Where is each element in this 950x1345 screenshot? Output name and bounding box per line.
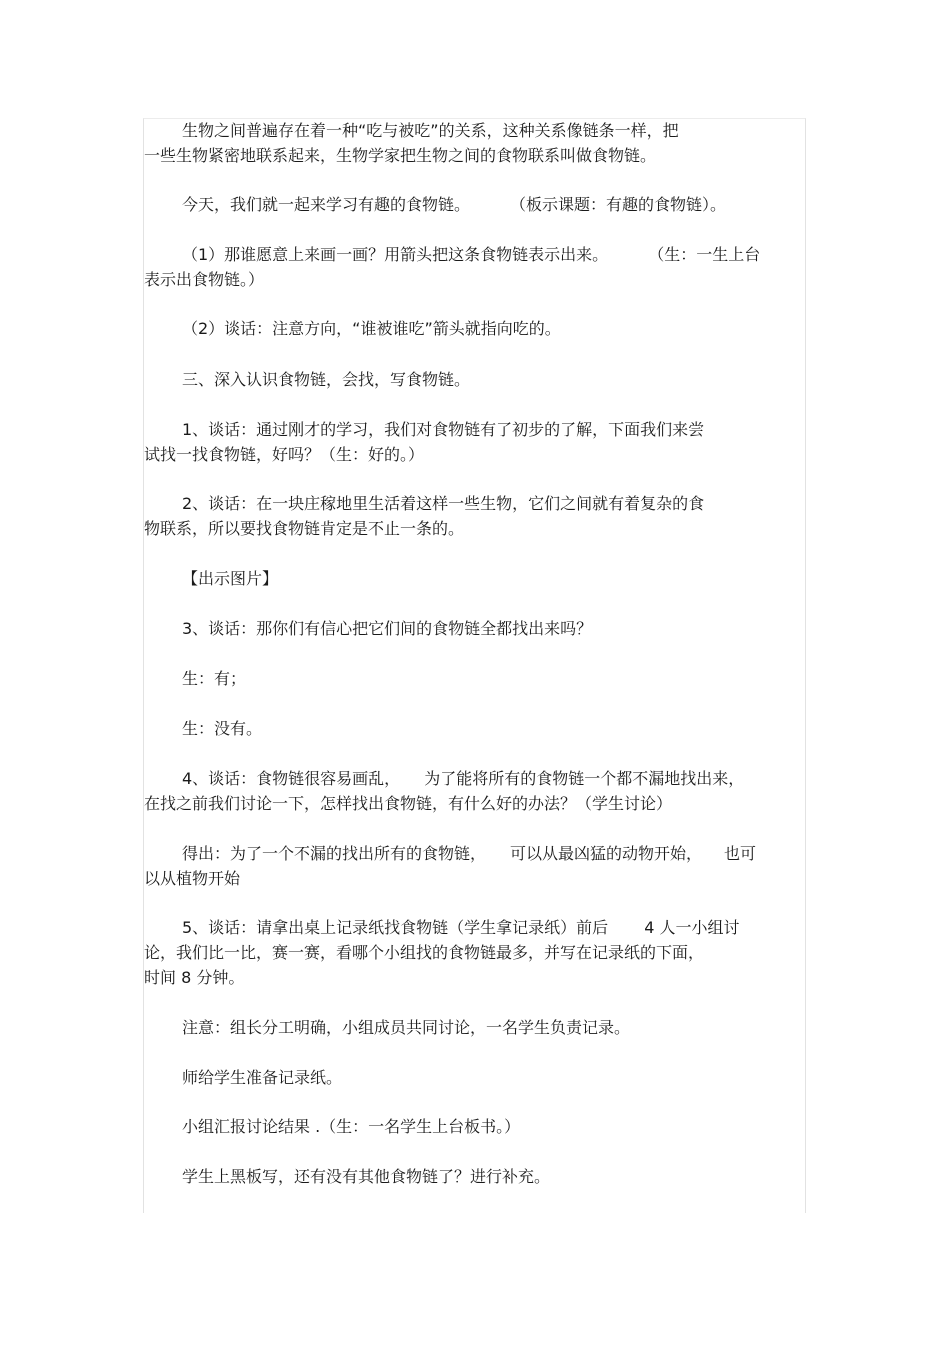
text-segment: 也可 bbox=[724, 844, 757, 863]
paragraph-step-1 bbox=[144, 242, 806, 292]
text-line: 三、深入认识食物链，会找，写食物链。 bbox=[182, 370, 471, 389]
text-segment: （1）那谁愿意上来画一画？用箭头把这条食物链表示出来。 bbox=[182, 245, 609, 264]
text-line: 生：没有。 bbox=[182, 719, 263, 738]
text-line: 试找一找食物链，好吗？（生：好的。） bbox=[144, 445, 425, 464]
text-line: 注意：组长分工明确，小组成员共同讨论，一名学生负责记录。 bbox=[182, 1018, 631, 1037]
text-segment: 5、谈话：请拿出桌上记录纸找食物链（学生拿记录纸）前后 bbox=[182, 918, 609, 937]
text-line: 论，我们比一比，赛一赛，看哪个小组找的食物链最多，并写在记录纸的下面， bbox=[144, 943, 705, 962]
text-line: 在找之前我们讨论一下，怎样找出食物链，有什么好的办法？（学生讨论） bbox=[144, 794, 673, 813]
text-segment: （板示课题：有趣的食物链）。 bbox=[510, 195, 727, 214]
paragraph-intro bbox=[144, 118, 806, 168]
text-line: 表示出食物链。） bbox=[144, 270, 265, 289]
paragraph-group-report bbox=[144, 1114, 806, 1139]
paragraph-talk-2 bbox=[144, 491, 806, 541]
text-line: 以从植物开始 bbox=[144, 869, 241, 888]
text-line: 2、谈话：在一块庄稼地里生活着这样一些生物，它们之间就有着复杂的食 bbox=[182, 494, 705, 513]
paragraph-talk-4 bbox=[144, 766, 806, 816]
text-segment: 4、谈话：食物链很容易画乱， bbox=[182, 769, 401, 788]
paragraph-talk-3 bbox=[144, 616, 806, 641]
text-line: 3、谈话：那你们有信心把它们间的食物链全都找出来吗？ bbox=[182, 619, 593, 638]
text-segment: 今天，我们就一起来学习有趣的食物链。 bbox=[182, 195, 471, 214]
text-line: 1、谈话：通过刚才的学习，我们对食物链有了初步的了解，下面我们来尝 bbox=[182, 420, 705, 439]
text-line: 生：有； bbox=[182, 669, 247, 688]
paragraph-conclusion bbox=[144, 841, 806, 891]
paragraph-talk-5 bbox=[144, 915, 806, 990]
text-line: 一些生物紧密地联系起来，生物学家把生物之间的食物联系叫做食物链。 bbox=[144, 146, 657, 165]
text-line: 师给学生准备记录纸。 bbox=[182, 1068, 343, 1087]
text-segment: 4 人一小组讨 bbox=[644, 918, 740, 937]
paragraph-teacher-prep bbox=[144, 1065, 806, 1090]
paragraph-step-2 bbox=[144, 316, 806, 341]
paragraph-supplement bbox=[144, 1164, 806, 1189]
text-line: 时间 8 分钟。 bbox=[144, 968, 245, 987]
paragraph-student-yes bbox=[144, 666, 806, 691]
text-segment: 为了能将所有的食物链一个都不漏地找出来， bbox=[424, 769, 745, 788]
paragraph-note bbox=[144, 1015, 806, 1040]
paragraph-show-picture bbox=[144, 566, 806, 591]
text-line: 学生上黑板写，还有没有其他食物链了？进行补充。 bbox=[182, 1167, 551, 1186]
text-segment: 得出：为了一个不漏的找出所有的食物链， bbox=[182, 844, 487, 863]
text-line: 生物之间普遍存在着一种“吃与被吃”的关系，这种关系像链条一样，把 bbox=[182, 121, 679, 140]
text-line: （2）谈话：注意方向，“谁被谁吃”箭头就指向吃的。 bbox=[182, 319, 561, 338]
paragraph-talk-1 bbox=[144, 417, 806, 467]
text-segment: 可以从最凶猛的动物开始， bbox=[510, 844, 703, 863]
paragraph-today bbox=[144, 192, 806, 217]
text-line: 【出示图片】 bbox=[182, 569, 279, 588]
text-line: 物联系，所以要找食物链肯定是不止一条的。 bbox=[144, 519, 465, 538]
paragraph-student-no bbox=[144, 716, 806, 741]
text-line: 小组汇报讨论结果 .（生：一名学生上台板书。） bbox=[182, 1117, 521, 1136]
section-heading-3 bbox=[144, 367, 806, 392]
text-segment: （生：一生上台 bbox=[648, 245, 761, 264]
